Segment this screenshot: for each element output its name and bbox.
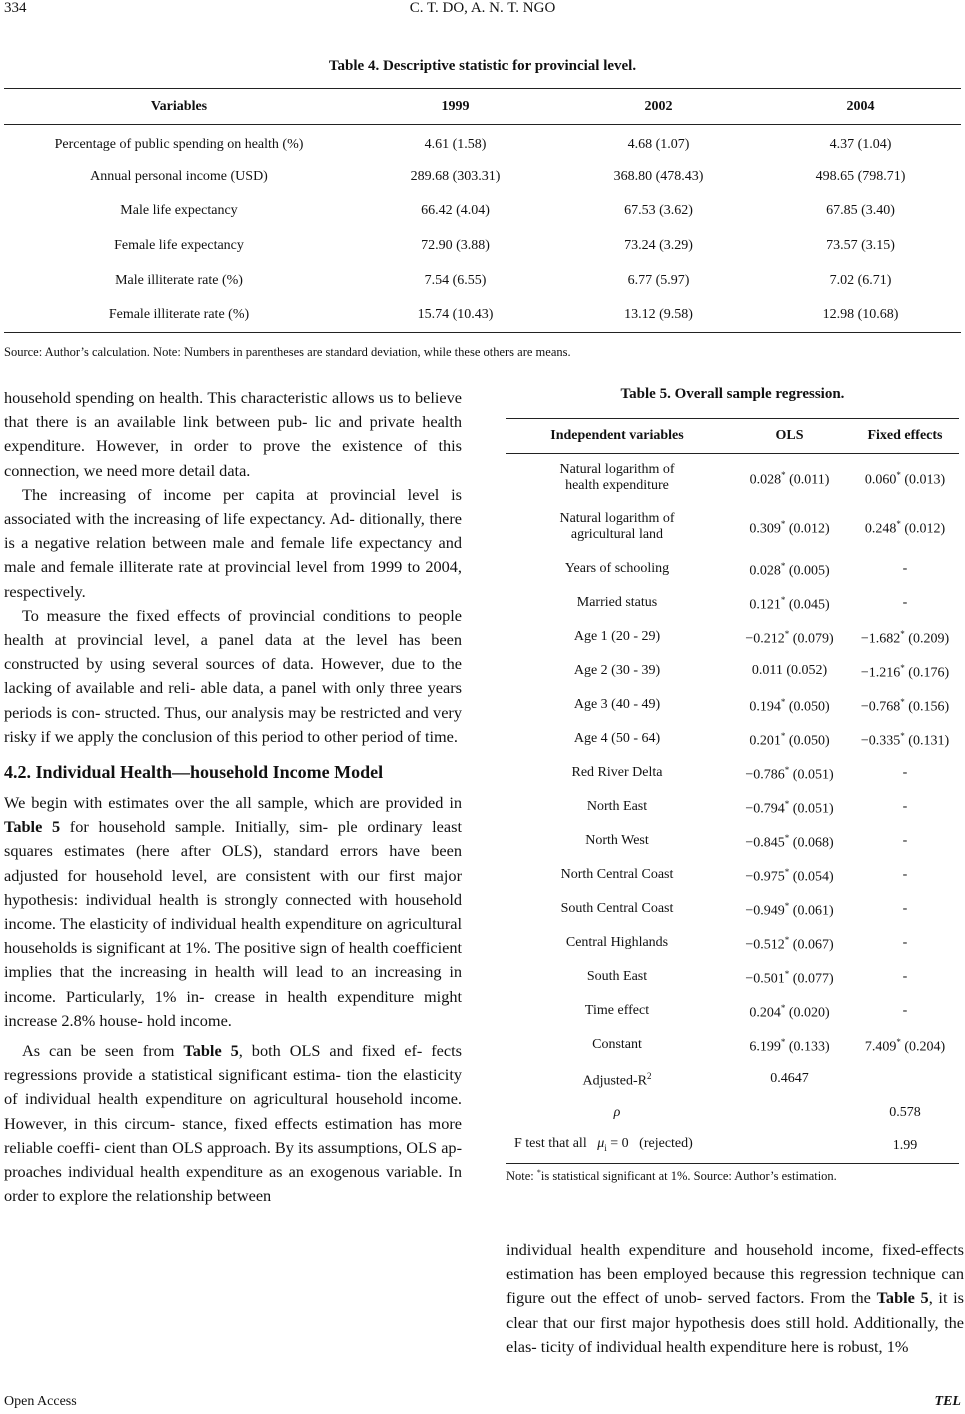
table4-header-2004: 2004 (760, 89, 961, 125)
se: (0.050) (785, 699, 830, 715)
table-row (506, 994, 959, 1028)
se: (0.012) (900, 521, 946, 537)
se: (0.051) (789, 801, 834, 817)
star: * (784, 764, 790, 775)
table-cell: - (902, 1002, 908, 1018)
star: * (896, 470, 901, 481)
paragraph-text: We begin with estimates over the all sample, which are provided in (4, 793, 462, 813)
table-cell (506, 503, 728, 552)
table-cell: 72.90 (3.88) (421, 237, 490, 253)
coef: −0.501 (745, 971, 785, 987)
table-cell (728, 722, 851, 756)
table-row (506, 926, 959, 960)
table-cell: 7.54 (6.55) (424, 272, 487, 288)
table5-header-variables: Independent variables (506, 419, 728, 454)
table-cell (851, 503, 959, 552)
rho-symbol: ρ (613, 1104, 621, 1120)
se: (0.050) (785, 733, 830, 749)
table-cell: 498.65 (798.71) (815, 168, 906, 184)
row-label: agricultural land (570, 527, 664, 542)
star: * (780, 696, 786, 707)
star: * (784, 968, 790, 979)
footer-journal: TEL (934, 1394, 961, 1409)
table-cell (506, 454, 728, 503)
table-row (506, 586, 959, 620)
se: (0.204) (900, 1039, 946, 1055)
table-row (506, 756, 959, 790)
table-row (506, 790, 959, 824)
table-cell (728, 858, 851, 892)
se: (0.131) (904, 733, 950, 749)
coef: 0.028 (749, 563, 781, 579)
coef: −0.975 (745, 869, 785, 885)
coef: −0.512 (745, 937, 785, 953)
table-cell: North East (586, 798, 648, 814)
table-row (506, 1130, 959, 1164)
rejected-text: (rejected) (639, 1136, 693, 1152)
star: * (784, 900, 790, 911)
paragraph (506, 1238, 964, 1359)
table4-source-note: Source: Author’s calculation. Note: Numbers in parentheses are standard deviation, while these others are means. (4, 345, 571, 359)
table-cell (728, 503, 851, 552)
row-label: Natural logarithm of (559, 511, 675, 526)
table-cell: Age 4 (50 - 64) (573, 730, 661, 746)
table-row (506, 824, 959, 858)
star: * (784, 628, 790, 639)
table-cell (851, 620, 959, 654)
table-cell: Percentage of public spending on health (%) (54, 136, 304, 152)
table-cell: - (902, 832, 908, 848)
table-cell: - (902, 764, 908, 780)
table-cell: - (902, 968, 908, 984)
table-cell (728, 994, 851, 1028)
star: * (896, 1036, 901, 1047)
table-row (4, 298, 961, 333)
table-cell: 4.37 (1.04) (829, 136, 892, 152)
table-row (506, 858, 959, 892)
star: * (784, 866, 790, 877)
table-cell: Age 2 (30 - 39) (573, 662, 661, 678)
paragraph-text: As can be seen from (22, 1041, 184, 1061)
se: (0.012) (785, 521, 830, 537)
table-cell (506, 1130, 728, 1164)
table-cell (728, 552, 851, 586)
table-cell: 4.68 (1.07) (627, 136, 690, 152)
coef: −1.216 (860, 665, 901, 681)
equation-text: = 0 (610, 1136, 629, 1152)
table5-note (506, 1168, 837, 1184)
star: * (900, 662, 905, 673)
table-cell: North West (585, 832, 649, 848)
table-cell: 4.61 (1.58) (424, 136, 487, 152)
paragraph-text: individual health expenditure and household income, fixed-effects estimation has been employed because this regression technique can figure out the effect of unob- served factors. From the (506, 1240, 964, 1308)
table4-header-1999: 1999 (354, 89, 557, 125)
paragraph (4, 791, 462, 1033)
se: (0.020) (785, 1005, 830, 1021)
table-cell: Male illiterate rate (%) (115, 272, 243, 288)
table-cell: 0.011 (0.052) (751, 662, 828, 678)
table-cell: 7.02 (6.71) (829, 272, 892, 288)
table-cell (728, 1130, 851, 1164)
table-cell (728, 824, 851, 858)
table-cell: North Central Coast (560, 866, 674, 882)
table-cell: 12.98 (10.68) (760, 298, 961, 333)
table4-caption: Table 4. Descriptive statistic for provincial level. (328, 58, 637, 74)
table-cell (728, 926, 851, 960)
table-cell (728, 756, 851, 790)
table-row (506, 552, 959, 586)
paragraph-text: , both OLS and fixed ef- fects regressions provide a statistical significant estima- tion the elasticity of individual health expenditure on agricultural household income. However, in this circum- stance, fixed effects estimation has more reliable coeffi- cient than OLS approach. By its assumptions, OLS ap- proaches individual health expenditure as an exogenous variable. In order to explore the relationship between (4, 1041, 462, 1206)
table-cell: Years of schooling (564, 560, 670, 576)
table-cell (506, 1096, 728, 1130)
se: (0.176) (904, 665, 950, 681)
table-reference: Table 5 (876, 1288, 929, 1308)
paragraph: To measure the fixed effects of provincial conditions to people health at provincial level, a panel data at the level has been constructed by using several sources of data. However, due to the lacking of available and reli- able data, a panel with only three years periods is con- structed. Thus, our analysis may be restricted and very risky if we apply the conclusion of this period to other period of time. (4, 605, 462, 746)
footer-open-access: Open Access (4, 1394, 77, 1409)
coef: −0.768 (860, 699, 901, 715)
row-label: F test that all (514, 1136, 587, 1152)
table-cell: - (902, 900, 908, 916)
table-cell (728, 892, 851, 926)
se: (0.133) (785, 1039, 830, 1055)
table-cell (728, 960, 851, 994)
table-cell: - (902, 866, 908, 882)
coef: 0.060 (864, 473, 897, 489)
star: * (900, 628, 905, 639)
table-row (506, 722, 959, 756)
coef: −0.335 (860, 733, 901, 749)
table-cell: Female life expectancy (114, 237, 244, 253)
row-label: health expenditure (565, 478, 669, 494)
running-head: C. T. DO, A. N. T. NGO (409, 0, 556, 16)
table-cell (851, 454, 959, 503)
coef: −1.682 (860, 631, 901, 647)
star: * (780, 594, 786, 605)
table-cell: Age 3 (40 - 49) (573, 696, 661, 712)
table-row (506, 892, 959, 926)
table-row (506, 503, 959, 552)
mu-symbol: μ (597, 1136, 605, 1152)
row-label: Adjusted-R (582, 1073, 648, 1089)
se: (0.067) (789, 937, 834, 953)
paragraph: household spending on health. This characteristic allows us to believe that there is an available link between pub- lic and private health expenditure. However, in order to prove the existence of this connection, we need more detail data. (4, 388, 462, 480)
star: * (780, 730, 786, 741)
coef: −0.845 (745, 835, 785, 851)
table-cell: 73.57 (3.15) (826, 237, 895, 253)
se: (0.051) (789, 767, 834, 783)
table-cell: 73.24 (3.29) (624, 237, 693, 253)
table-cell (728, 586, 851, 620)
table-cell: 13.12 (9.58) (557, 298, 760, 333)
note-text: is statistical significant at 1%. Source: Author’s estimation. (540, 1169, 837, 1184)
table-cell: 0.4647 (770, 1070, 809, 1086)
table-cell (728, 1096, 851, 1130)
table-cell: 67.85 (3.40) (826, 203, 895, 219)
star: * (784, 934, 790, 945)
coef: 0.201 (749, 733, 781, 749)
table-row (506, 688, 959, 722)
star: * (896, 519, 901, 530)
coef: 0.121 (749, 597, 781, 613)
table5-header-ols: OLS (728, 419, 851, 454)
table-cell: 0.578 (889, 1104, 921, 1120)
table-row (4, 125, 961, 160)
table-cell (728, 454, 851, 503)
se: (0.054) (789, 869, 834, 885)
table-cell: Time effect (584, 1002, 650, 1018)
paragraph: The increasing of income per capita at provincial level is associated with the increasing of life expectancy. Ad- ditionally, there is a negative relation between male and female life expectancy and male and female illiterate rate at provincial level from 1999 to 2004, respectively. (4, 484, 462, 601)
table-cell (506, 1062, 728, 1096)
table-cell (728, 688, 851, 722)
table-row (4, 159, 961, 194)
table4 (4, 88, 961, 333)
star: * (900, 696, 905, 707)
table-cell: - (902, 594, 908, 610)
table-cell (851, 654, 959, 688)
coef: −0.212 (745, 631, 785, 647)
star: * (780, 519, 786, 530)
table4-header-2002: 2002 (557, 89, 760, 125)
se: (0.209) (904, 631, 950, 647)
paragraph-text: for household sample. Initially, sim- ple ordinary least squares estimates (here after OLS), standard errors have been adjusted for household level, are consistent with our first major hypothesis: individual health is strongly connected with household income. The elasticity of individual health expenditure on agricultural households is significant at 1%. The positive sign of health coefficient implies that the increasing in health will lead to an increasing in income. Particularly, 1% in- crease in health expenditure might increase 2.8% house- hold income. (4, 817, 462, 1030)
table-row (4, 194, 961, 229)
se: (0.011) (785, 473, 830, 489)
section-heading: 4.2. Individual Health—household Income Model (4, 762, 384, 783)
se: (0.045) (785, 597, 830, 613)
right-column (506, 1238, 964, 1359)
table-cell: - (902, 798, 908, 814)
superscript: 2 (647, 1070, 652, 1081)
se: (0.079) (789, 631, 834, 647)
table-row (506, 454, 959, 503)
table-cell (728, 790, 851, 824)
table-cell: - (902, 934, 908, 950)
table-row (506, 654, 959, 688)
table-reference: Table 5 (4, 817, 61, 837)
star: * (780, 1002, 786, 1013)
table-cell: 1.99 (851, 1130, 959, 1164)
star: * (900, 730, 905, 741)
star: * (780, 1036, 786, 1047)
table5-header-row (506, 419, 959, 454)
paragraph (4, 1039, 462, 1208)
table-row (506, 620, 959, 654)
table-cell: 6.77 (5.97) (627, 272, 690, 288)
table-row (506, 1062, 959, 1096)
star: * (536, 1168, 541, 1177)
coef: 6.199 (749, 1039, 781, 1055)
se: (0.005) (785, 563, 830, 579)
coef: 7.409 (864, 1039, 897, 1055)
coef: 0.309 (749, 521, 781, 537)
table-reference: Table 5 (183, 1041, 239, 1061)
table-row (4, 229, 961, 264)
coef: −0.794 (745, 801, 785, 817)
se: (0.156) (904, 699, 950, 715)
page-number: 334 (4, 0, 27, 16)
table-row (506, 960, 959, 994)
table-cell: South Central Coast (560, 900, 674, 916)
table-cell: Annual personal income (USD) (90, 168, 268, 184)
table-cell (851, 1028, 959, 1062)
table-cell: 15.74 (10.43) (354, 298, 557, 333)
se: (0.068) (789, 835, 834, 851)
coef: 0.194 (749, 699, 781, 715)
table-cell: - (902, 560, 908, 576)
table-row (506, 1028, 959, 1062)
table-cell: Central Highlands (565, 934, 669, 950)
table5-caption: Table 5. Overall sample regression. (620, 386, 845, 402)
coef: −0.949 (745, 903, 785, 919)
table-cell: 67.53 (3.62) (624, 203, 693, 219)
row-label: Natural logarithm of (559, 462, 675, 478)
table-cell (728, 1028, 851, 1062)
table-cell: 289.68 (303.31) (410, 168, 501, 184)
table-cell (851, 722, 959, 756)
se: (0.013) (900, 473, 946, 489)
table5-header-fixed-effects: Fixed effects (851, 419, 959, 454)
coef: 0.204 (749, 1005, 781, 1021)
table-row (4, 263, 961, 298)
se: (0.061) (789, 903, 834, 919)
star: * (781, 470, 786, 481)
table-cell: 66.42 (4.04) (421, 203, 490, 219)
table-cell: 368.80 (478.43) (613, 168, 704, 184)
coef: 0.028 (749, 473, 782, 489)
table-cell: Male life expectancy (120, 203, 238, 219)
table-cell (851, 1062, 959, 1096)
table-row (506, 1096, 959, 1130)
star: * (784, 832, 790, 843)
coef: 0.248 (864, 521, 897, 537)
table-cell: Constant (592, 1036, 642, 1052)
table4-header-variables: Variables (4, 89, 354, 125)
subscript: i (604, 1143, 607, 1154)
star: * (784, 798, 790, 809)
coef: −0.786 (745, 767, 785, 783)
table5 (506, 418, 959, 1164)
table-cell: Female illiterate rate (%) (4, 298, 354, 333)
table-cell: Married status (576, 594, 658, 610)
table-cell: South East (586, 968, 648, 984)
se: (0.077) (789, 971, 834, 987)
table-cell (728, 620, 851, 654)
table4-header-row (4, 89, 961, 125)
paragraph-text: , it is clear that our first major hypothesis does still hold. Additionally, the elas- ticity of individual health expenditure here is robust, 1% (506, 1288, 964, 1356)
left-column (4, 386, 462, 1209)
star: * (780, 560, 786, 571)
note-prefix: Note: (506, 1169, 537, 1184)
table-cell (851, 688, 959, 722)
table-cell: Age 1 (20 - 29) (573, 628, 661, 644)
table-cell: Red River Delta (571, 764, 663, 780)
